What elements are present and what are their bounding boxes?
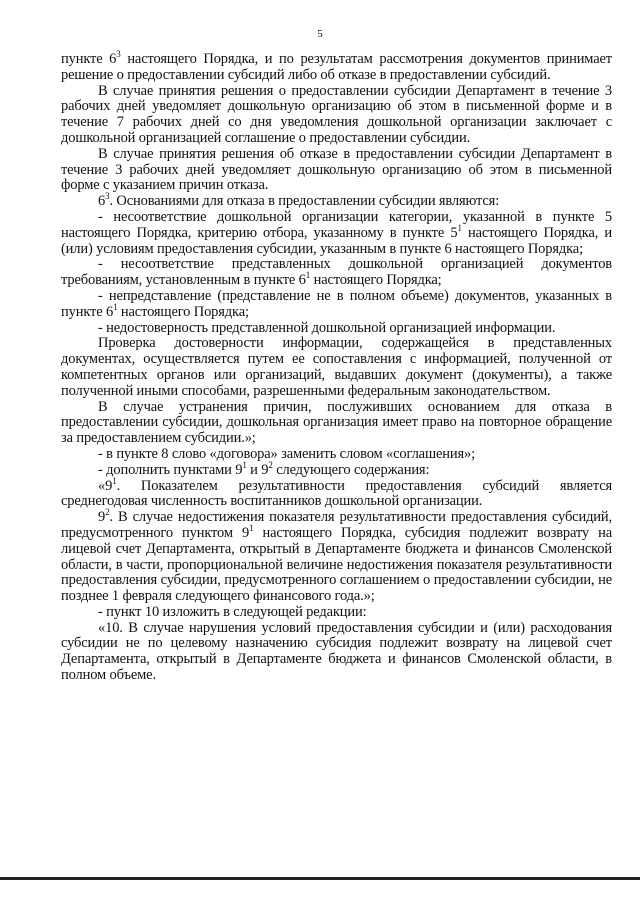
- superscript: 3: [105, 191, 110, 202]
- text-run: настоящего Порядка;: [117, 303, 249, 320]
- text-run: «9: [98, 477, 113, 494]
- text-run: - в пункте 8 слово «договора» заменить словом «соглашения»;: [98, 445, 475, 462]
- text-run: - недостоверность представленной дошкольной организацией информации.: [98, 319, 556, 336]
- text-run: 6: [98, 193, 106, 210]
- paragraph: [61, 84, 612, 147]
- text-run: настоящего Порядка, субсидия подлежит возврату на лицевой счет Департамента, открытый в Департаменте бюджета и финансов Смоленской области, в части, пропорциональной величине недостижения показателя результативности предоставления субсидии, предусмотренного соглашением о предоставлении субсидии, не позднее 1 февраля следующего финансового года.»;: [61, 524, 612, 605]
- superscript: 2: [268, 459, 273, 470]
- text-run: . Показателем результативности предоставления субсидий является среднегодовая численность воспитанников дошкольной организации.: [61, 477, 612, 510]
- page-number: 5: [317, 28, 323, 40]
- text-run: . В случае недостижения показателя результативности предоставления субсидий, предусмотренного пунктом 9: [61, 509, 612, 541]
- paragraph: [61, 49, 612, 84]
- text-run: 9: [98, 509, 106, 526]
- paragraph: [61, 191, 612, 210]
- text-run: - непредставление (представление не в полном объеме) документов, указанных в пункте 6: [61, 287, 612, 320]
- paragraph: [61, 257, 612, 289]
- paragraph: [61, 459, 612, 479]
- bottom-rule: [0, 877, 640, 880]
- superscript: 3: [116, 49, 121, 60]
- paragraph: [61, 147, 612, 194]
- paragraph: [61, 605, 612, 621]
- paragraph: [61, 621, 612, 684]
- text-run: В случае устранения причин, послуживших основанием для отказа в предоставлении субсидии, дошкольная организация имеет право на повторное обращение за предоставлением субсидии.»;: [61, 398, 612, 447]
- text-run: - несоответствие представленных дошкольной организацией документов требованиям, установленным в пункте 6: [61, 256, 612, 289]
- text-run: - пункт 10 изложить в следующей редакции:: [98, 603, 367, 620]
- text-run: . Основаниями для отказа в предоставлении субсидии являются:: [109, 193, 500, 210]
- superscript: 1: [305, 270, 311, 281]
- paragraph: [61, 210, 612, 257]
- text-run: В случае принятия решения о предоставлении субсидии Департамент в течение 3 рабочих дней уведомляет дошкольную организацию об этом в письменной форме и в течение 7 рабочих дней со дня уведомления дошкольной организации заключает с дошкольной организацией соглашение о предоставлении субсидии.: [61, 82, 612, 146]
- text-run: настоящего Порядка, и по результатам рассмотрения документов принимает решение о предоставлении субсидий либо об отказе в предоставлении субсидий.: [61, 51, 612, 83]
- superscript: 1: [113, 301, 118, 312]
- paragraph: [61, 336, 612, 399]
- paragraph: [61, 289, 612, 321]
- paragraph: [61, 447, 612, 463]
- document-body: [61, 49, 612, 684]
- text-run: настоящего Порядка;: [310, 272, 442, 289]
- text-run: - дополнить пунктами 9: [98, 461, 243, 478]
- text-run: В случае принятия решения об отказе в предоставлении субсидии Департамент в течение 3 рабочих дней уведомляет дошкольную организацию об этом в письменной форме с указанием причин отказа.: [61, 145, 612, 194]
- paragraph: [61, 321, 612, 337]
- superscript: 1: [112, 475, 117, 486]
- paragraph: [61, 507, 612, 605]
- paragraph: [61, 400, 612, 447]
- paragraph: [61, 475, 612, 511]
- superscript: 2: [105, 507, 110, 518]
- text-run: и 9: [246, 461, 269, 478]
- superscript: 1: [242, 459, 247, 470]
- text-run: - несоответствие дошкольной организации категории, указанной в пункте 5 настоящего Порядка, критерию отбора, указанному в пункте 5: [61, 208, 612, 241]
- superscript: 1: [457, 222, 462, 233]
- superscript: 1: [249, 523, 254, 534]
- text-run: следующего содержания:: [272, 461, 430, 478]
- text-run: настоящего Порядка, и (или) условиям предоставления субсидии, указанным в пункте 6 настоящего Порядка;: [61, 224, 612, 257]
- text-run: Проверка достоверности информации, содержащейся в представленных документах, осуществляется путем ее сопоставления с информацией, полученной от компетентных органов или организаций, выдавших документ (документы), а также полученной иными способами, разрешенными федеральным законодательством.: [61, 335, 612, 399]
- text-run: «10. В случае нарушения условий предоставления субсидии и (или) расходования субсидии не по целевому назначению субсидия подлежит возврату на лицевой счет Департамента, открытый в Департаменте бюджета и финансов Смоленской области, в полном объеме.: [61, 619, 612, 684]
- text-run: пункте 6: [61, 51, 117, 67]
